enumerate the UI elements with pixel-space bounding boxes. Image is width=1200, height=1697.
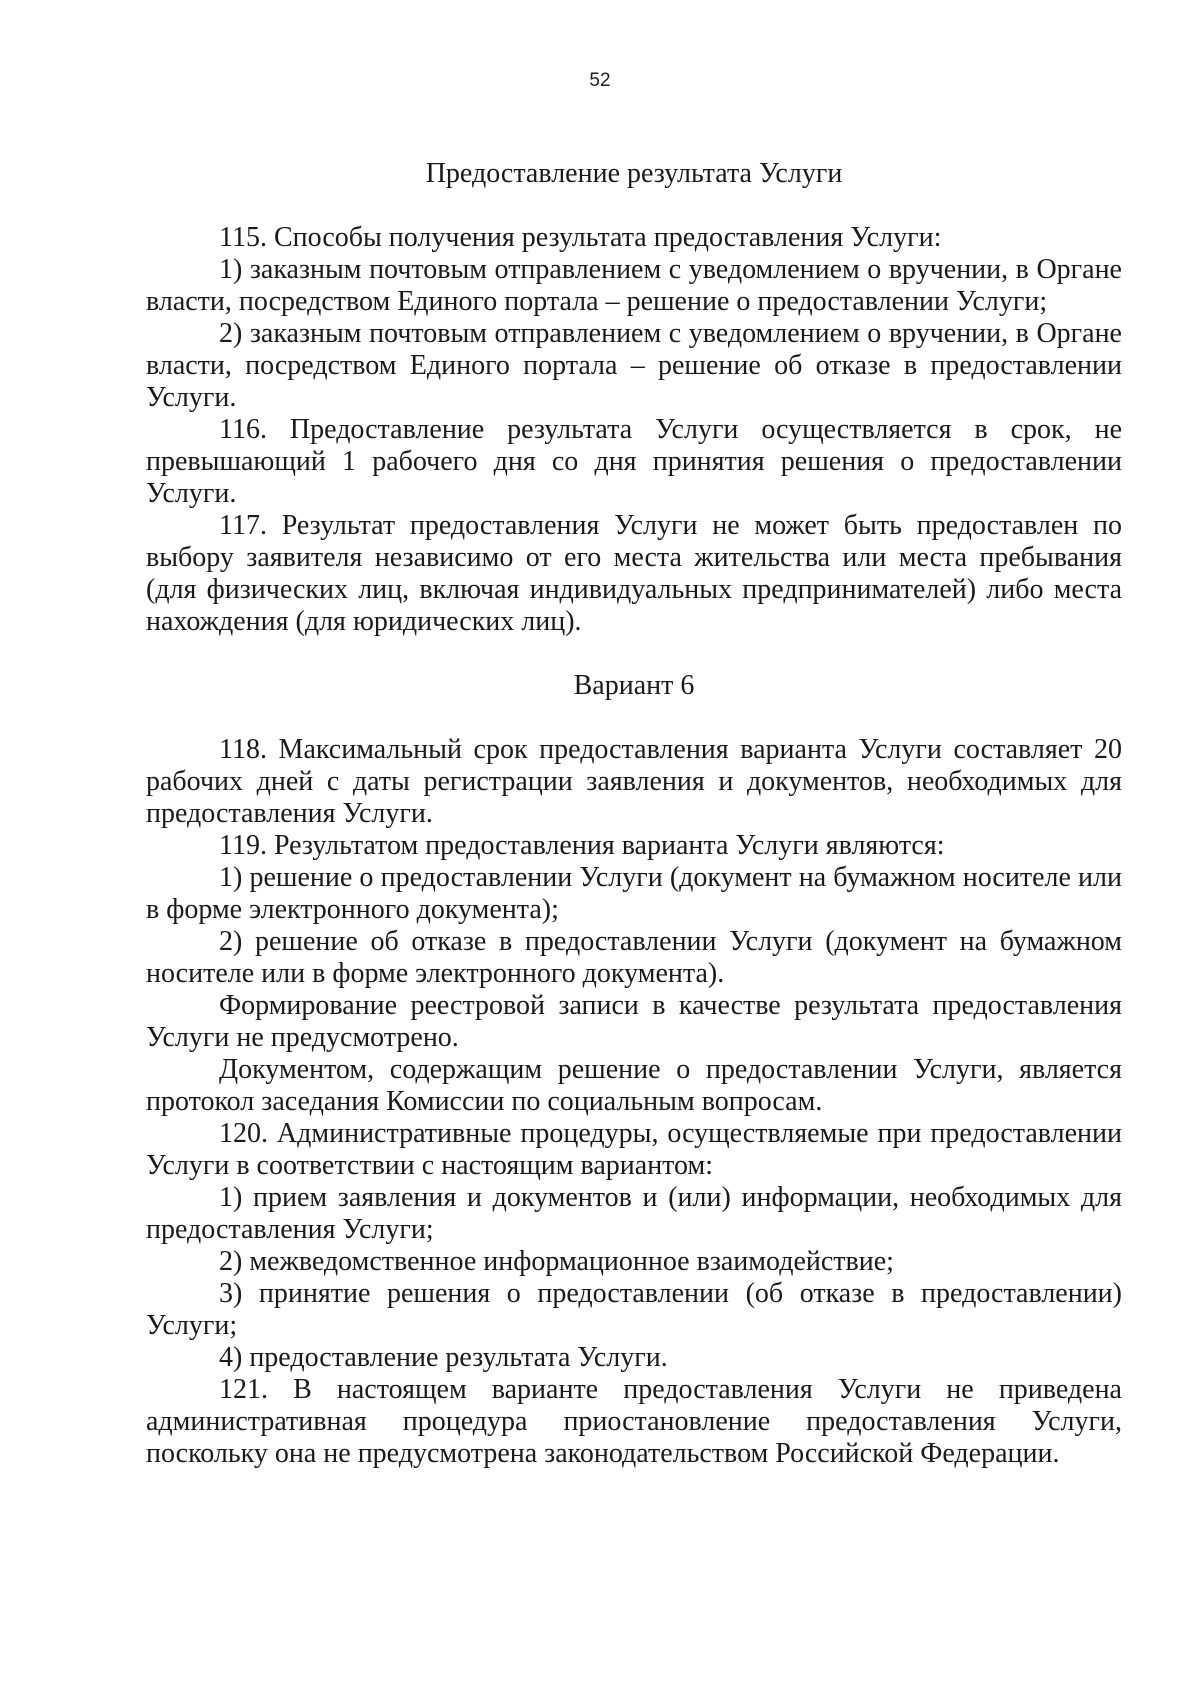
paragraph-115-item-1: 1) заказным почтовым отправлением с уведомлением о вручении, в Органе власти, посредством Единого портала – решение о предоставлении Услуги; [146, 254, 1122, 317]
paragraph-118: 118. Максимальный срок предоставления варианта Услуги составляет 20 рабочих дней с даты регистрации заявления и документов, необходимых для предоставления Услуги. [146, 734, 1122, 829]
paragraph-117: 117. Результат предоставления Услуги не может быть предоставлен по выбору заявителя независимо от его места жительства или места пребывания (для физических лиц, включая индивидуальных предпринимателей) либо места нахождения (для юридических лиц). [146, 510, 1122, 637]
document-body [146, 158, 1122, 1470]
paragraph-decision-document: Документом, содержащим решение о предоставлении Услуги, является протокол заседания Комиссии по социальным вопросам. [146, 1054, 1122, 1117]
paragraph-121: 121. В настоящем варианте предоставления Услуги не приведена административная процедура приостановление предоставления Услуги, поскольку она не предусмотрена законодательством Российской Федерации. [146, 1374, 1122, 1469]
paragraph-116: 116. Предоставление результата Услуги осуществляется в срок, не превышающий 1 рабочего дня со дня принятия решения о предоставлении Услуги. [146, 414, 1122, 509]
paragraph-119: 119. Результатом предоставления варианта Услуги являются: [219, 830, 945, 861]
paragraph-registry-record: Формирование реестровой записи в качестве результата предоставления Услуги не предусмотрено. [146, 990, 1122, 1053]
paragraph-120-item-3: 3) принятие решения о предоставлении (об отказе в предоставлении) Услуги; [146, 1278, 1122, 1341]
paragraph-120: 120. Административные процедуры, осуществляемые при предоставлении Услуги в соответствии с настоящим вариантом: [146, 1118, 1122, 1181]
section-heading-result: Предоставление результата Услуги [425, 158, 843, 189]
section-heading-variant-6: Вариант 6 [573, 670, 695, 701]
paragraph-119-item-2: 2) решение об отказе в предоставлении Услуги (документ на бумажном носителе или в форме электронного документа). [146, 926, 1122, 989]
paragraph-120-item-4: 4) предоставление результата Услуги. [219, 1342, 668, 1373]
paragraph-115-item-2: 2) заказным почтовым отправлением с уведомлением о вручении, в Органе власти, посредством Единого портала – решение об отказе в предоставлении Услуги. [146, 318, 1122, 413]
page-number: 52 [589, 70, 611, 91]
paragraph-115: 115. Способы получения результата предоставления Услуги: [219, 222, 942, 253]
paragraph-120-item-2: 2) межведомственное информационное взаимодействие; [219, 1246, 894, 1277]
paragraph-120-item-1: 1) прием заявления и документов и (или) информации, необходимых для предоставления Услуги; [146, 1182, 1122, 1245]
paragraph-119-item-1: 1) решение о предоставлении Услуги (документ на бумажном носителе или в форме электронного документа); [146, 862, 1122, 925]
